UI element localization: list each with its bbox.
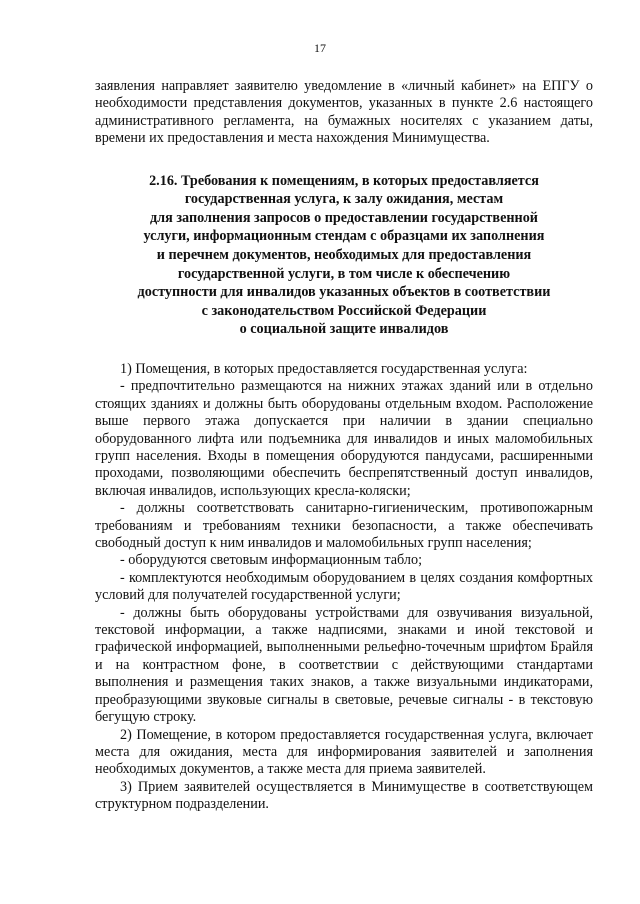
heading-line: государственной услуги, в том числе к обеспечению bbox=[177, 265, 511, 282]
body-paragraph: 2) Помещение, в котором предоставляется государственная услуга, включает места для ожидания, места для информирования заявителей и заполнения необходимых документов, а также места для приема заявителей. bbox=[95, 726, 593, 778]
heading-line: о социальной защите инвалидов bbox=[239, 321, 449, 338]
heading-line: доступности для инвалидов указанных объектов в соответствии bbox=[137, 284, 551, 301]
heading-line: для заполнения запросов о предоставлении государственной bbox=[150, 209, 538, 226]
heading-line: с законодательством Российской Федерации bbox=[201, 302, 487, 319]
heading-line: услуги, информационным стендам с образцами их заполнения bbox=[143, 228, 545, 245]
body-paragraph: - оборудуются световым информационным табло; bbox=[120, 552, 423, 569]
continuation-paragraph: заявления направляет заявителю уведомление в «личный кабинет» на ЕПГУ о необходимости представления документов, указанных в пункте 2.6 настоящего административного регламента, на бумажных носителях с указанием даты, времени их предоставления и места нахождения Минимущества. bbox=[95, 78, 593, 147]
page-content bbox=[95, 78, 593, 814]
heading-line: государственная услуга, к залу ожидания, местам bbox=[184, 191, 504, 208]
body-paragraph: 1) Помещения, в которых предоставляется государственная услуга: bbox=[120, 360, 528, 377]
body-paragraph: - комплектуются необходимым оборудованием в целях создания комфортных условий для получателей государственной услуги; bbox=[95, 569, 593, 604]
body-paragraph: - должны быть оборудованы устройствами для озвучивания визуальной, текстовой информации, а также надписями, знаками и иной текстовой и графической информацией, выполненными рельефно-точечным шрифтом Брайля и на контрастном фоне, в соответствии с действующими стандартами выполнения и размещения таких знаков, а также визуальными индикаторами, преобразующими звуковые сигналы в световые, речевые сигналы - в текстовую бегущую строку. bbox=[95, 604, 593, 726]
heading-line: 2.16. Требования к помещениям, в которых предоставляется bbox=[149, 172, 539, 189]
heading-line: и перечнем документов, необходимых для предоставления bbox=[156, 247, 532, 263]
body-paragraph: - должны соответствовать санитарно-гигиеническим, противопожарным требованиям и требованиям техники безопасности, а также обеспечивать свободный доступ к ним инвалидов и маломобильных групп населения; bbox=[95, 500, 593, 552]
page-number: 17 bbox=[314, 41, 326, 55]
body-paragraph: 3) Прием заявителей осуществляется в Минимуществе в соответствующем структурном подразделении. bbox=[95, 778, 593, 813]
section-heading bbox=[95, 172, 593, 339]
body-paragraph: - предпочтительно размещаются на нижних этажах зданий или в отдельно стоящих зданиях и должны быть оборудованы отдельным входом. Расположение выше первого этажа допускается при наличии в здании специально оборудованного лифта или подъемника для инвалидов и иных маломобильных групп населения. Входы в помещения оборудуются пандусами, расширенными проходами, позволяющими обеспечить беспрепятственный доступ инвалидов, включая инвалидов, использующих кресла-коляски; bbox=[95, 378, 593, 499]
